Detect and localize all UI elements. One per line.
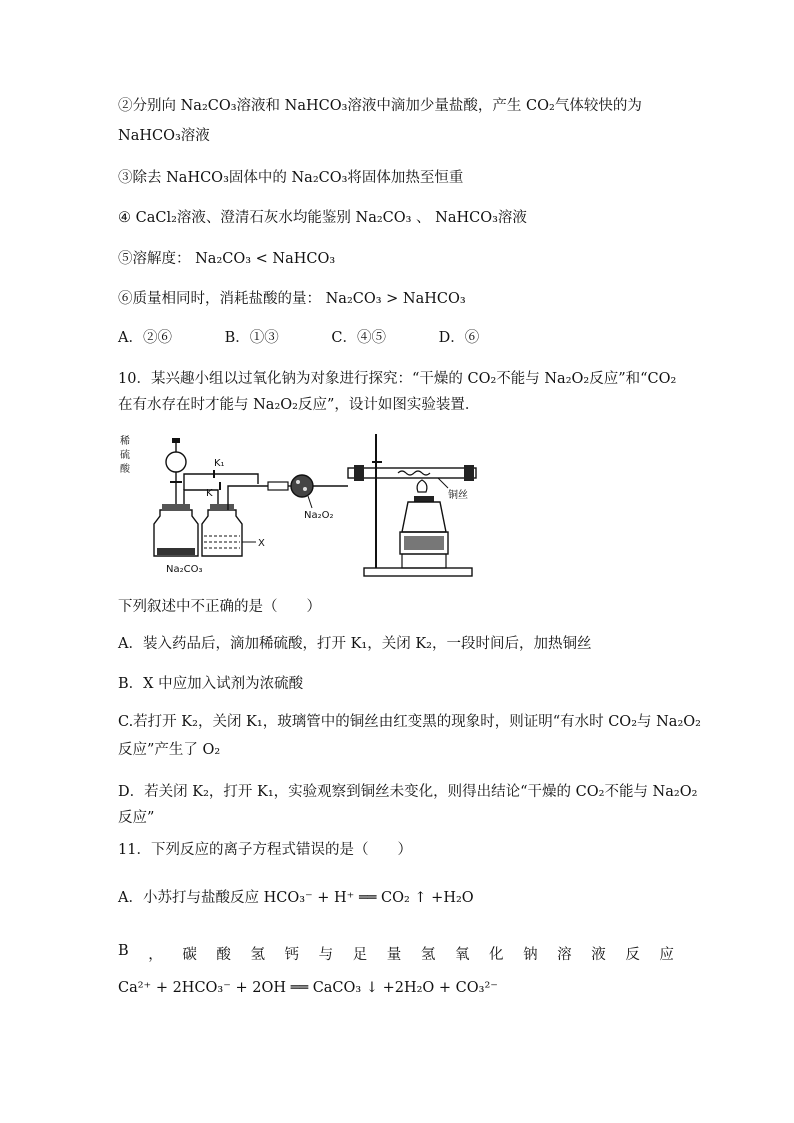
q11-b-char: 氢 — [420, 947, 436, 963]
label-na2o2: Na₂O₂ — [304, 510, 334, 521]
statement-3: ③除去 NaHCO₃固体中的 Na₂CO₃将固体加热至恒重 — [118, 170, 464, 186]
q11-b-char: 应 — [659, 947, 674, 963]
statement-5: ⑤溶解度： Na₂CO₃ < NaHCO₃ — [118, 251, 336, 267]
q10-option-b[interactable]: B．X 中应加入试剂为浓硫酸 — [118, 676, 304, 692]
q11-option-b[interactable] — [118, 943, 674, 964]
q11-option-a[interactable]: A．小苏打与盐酸反应 HCO₃⁻ + H⁺ ══ CO₂ ↑ +H₂O — [118, 890, 474, 906]
label-k1: K₁ — [214, 458, 225, 469]
label-na2co3: Na₂CO₃ — [166, 564, 203, 575]
q9-option-b[interactable]: B．①③ — [224, 330, 279, 346]
q10-option-d-cont: 反应” — [118, 810, 155, 826]
label-acid-3: 酸 — [120, 464, 130, 475]
q10-option-d[interactable]: D．若关闭 K₂，打开 K₁，实验观察到铜丝未变化，则得出结论“干燥的 CO₂不能与 Na₂O₂ — [118, 784, 698, 800]
q11-b-char: B — [118, 943, 129, 959]
label-acid-2: 硫 — [120, 450, 130, 461]
q11-b-char: 反 — [625, 947, 640, 963]
label-copper: 铜丝 — [448, 490, 468, 501]
q10-stem-line1: 10．某兴趣小组以过氧化钠为对象进行探究：“干燥的 CO₂不能与 Na₂O₂反应”和“CO₂ — [118, 371, 677, 387]
statement-6: ⑥质量相同时，消耗盐酸的量： Na₂CO₃ > NaHCO₃ — [118, 291, 466, 307]
q11-stem: 11．下列反应的离子方程式错误的是（ ） — [118, 842, 412, 858]
q10-option-c-cont: 反应”产生了 O₂ — [118, 742, 221, 758]
q11-b-char: 溶 — [557, 947, 572, 963]
q10-prompt: 下列叙述中不正确的是（ ） — [118, 599, 321, 615]
label-x: X — [258, 538, 265, 549]
label-k2: K — [206, 488, 213, 499]
q9-option-c[interactable]: C．④⑤ — [331, 330, 386, 346]
q11-b-char: 液 — [591, 947, 606, 963]
q11-b-char: 与 — [318, 947, 334, 963]
statement-4: ④ CaCl₂溶液、澄清石灰水均能鉴别 Na₂CO₃ 、 NaHCO₃溶液 — [118, 210, 527, 226]
q11-b-char: 钙 — [284, 947, 300, 963]
q10-stem-line2: 在有水存在时才能与 Na₂O₂反应”，设计如图实验装置． — [118, 397, 480, 413]
q9-option-a[interactable]: A．②⑥ — [118, 330, 172, 346]
statement-2: ②分别向 Na₂CO₃溶液和 NaHCO₃溶液中滴加少量盐酸，产生 CO₂气体较快的为 — [118, 98, 642, 114]
label-acid-1: 稀 — [120, 436, 130, 447]
q10-option-a[interactable]: A．装入药品后，滴加稀硫酸，打开 K₁，关闭 K₂，一段时间后，加热铜丝 — [118, 636, 592, 652]
apparatus-diagram — [118, 432, 478, 584]
q11-b-char: 钠 — [523, 947, 538, 963]
statement-2-cont: NaHCO₃溶液 — [118, 128, 210, 144]
q11-b-char: 化 — [489, 947, 504, 963]
q9-option-d[interactable]: D．⑥ — [438, 330, 480, 346]
q9-options — [118, 328, 527, 348]
q11-option-b-equation: Ca²⁺ + 2HCO₃⁻ + 2OH ══ CaCO₃ ↓ +2H₂O + CO₃²⁻ — [118, 980, 498, 996]
q11-b-char: 氢 — [250, 947, 265, 963]
q11-b-char: 氧 — [454, 947, 470, 963]
q11-b-char: 量 — [386, 947, 402, 963]
q11-b-char: 碳 — [182, 947, 197, 963]
q11-b-char: ， — [148, 947, 163, 963]
q11-b-char: 酸 — [216, 947, 231, 963]
q11-b-char: 足 — [352, 947, 368, 963]
q10-option-c[interactable]: C.若打开 K₂，关闭 K₁，玻璃管中的铜丝由红变黑的现象时，则证明“有水时 CO₂与 Na₂O₂ — [118, 714, 701, 730]
